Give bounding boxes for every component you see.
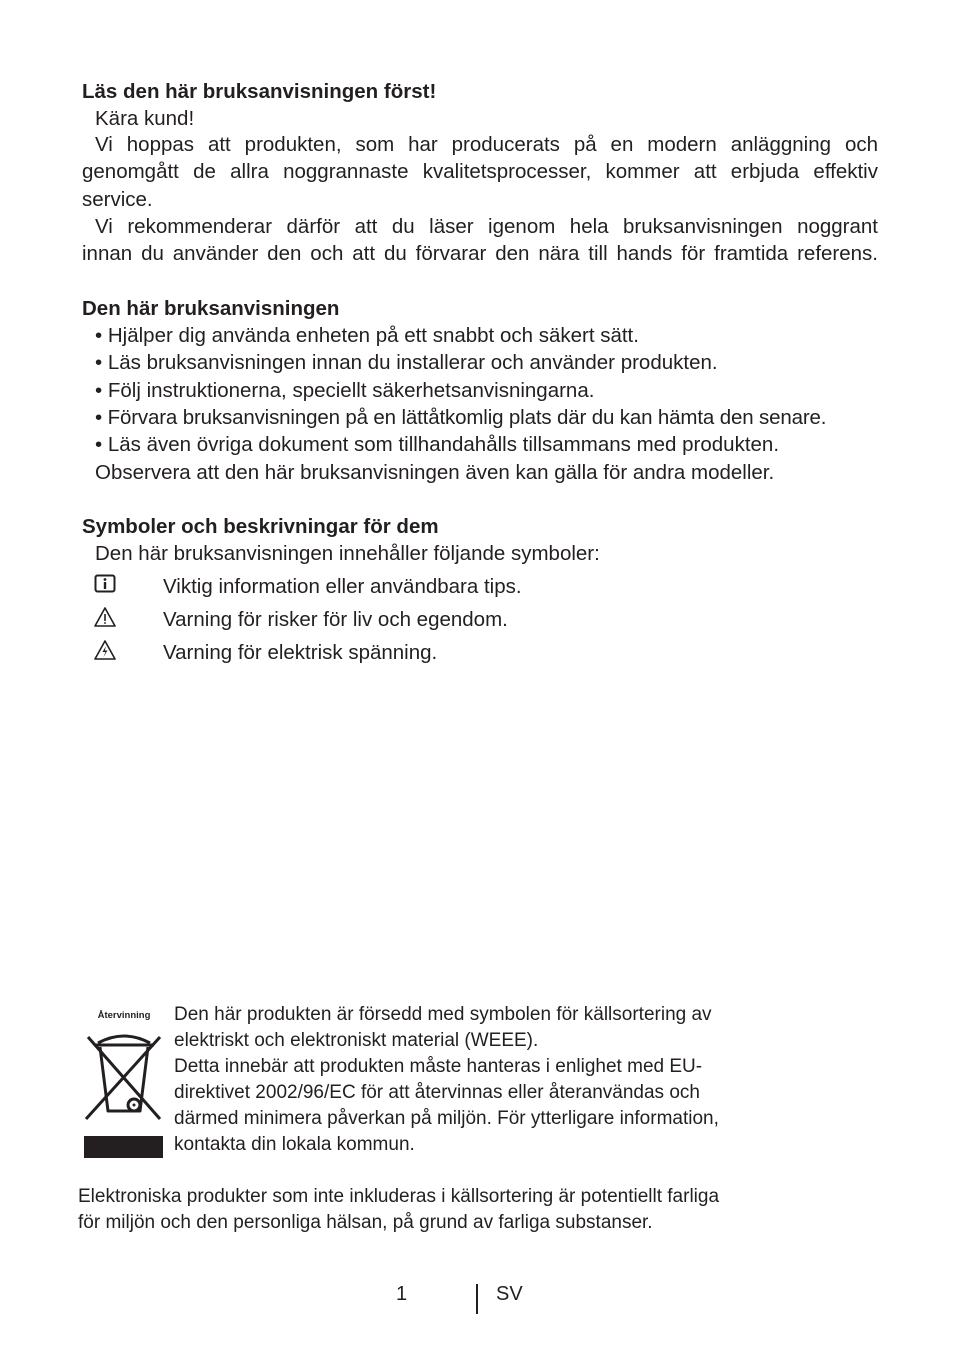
info-icon	[94, 573, 116, 595]
weee-bar	[84, 1136, 163, 1158]
crossed-bin-icon	[84, 1025, 164, 1125]
symbol-info-text: Viktig information eller användbara tips.	[163, 575, 522, 598]
intro-para1-line1: Vi hoppas att produkten, som har producerats på en modern anläggning och	[95, 133, 878, 156]
intro-para1-line2: genomgått de allra noggrannaste kvalitetsprocesser, kommer att erbjuda effektiv	[82, 160, 878, 183]
weee-line: elektriskt och elektroniskt material (WEEE).	[174, 1030, 539, 1051]
weee-line: Detta innebär att produkten måste hanteras i enlighet med EU-	[174, 1056, 703, 1077]
greeting: Kära kund!	[95, 107, 195, 130]
footer-note-line: för miljön och den personliga hälsan, på grund av farliga substanser.	[78, 1212, 653, 1233]
manual-note: Observera att den här bruksanvisningen även kan gälla för andra modeller.	[95, 461, 775, 484]
weee-line: därmed minimera påverkan på miljön. För ytterligare information,	[174, 1108, 719, 1129]
manual-heading: Den här bruksanvisningen	[82, 297, 340, 320]
weee-logo	[84, 1005, 164, 1160]
list-item: • Läs bruksanvisningen innan du installerar och använder produkten.	[95, 351, 718, 374]
weee-logo-label: Återvinning	[97, 1010, 151, 1021]
weee-line: direktivet 2002/96/EC för att återvinnas eller återanvändas och	[174, 1082, 700, 1103]
symbol-warning-text: Varning för risker för liv och egendom.	[163, 608, 508, 631]
symbols-intro: Den här bruksanvisningen innehåller följande symboler:	[95, 542, 600, 565]
intro-para2-line1: Vi rekommenderar därför att du läser igenom hela bruksanvisningen noggrant	[95, 215, 878, 238]
page-number: 1	[396, 1283, 408, 1305]
weee-line: Den här produkten är försedd med symbolen för källsortering av	[174, 1004, 712, 1025]
weee-line: kontakta din lokala kommun.	[174, 1134, 415, 1155]
list-item: • Förvara bruksanvisningen på en lättåtkomlig plats där du kan hämta den senare.	[95, 406, 827, 429]
symbol-electric-text: Varning för elektrisk spänning.	[163, 641, 438, 664]
list-item: • Följ instruktionerna, speciellt säkerhetsanvisningarna.	[95, 379, 595, 402]
symbols-heading: Symboler och beskrivningar för dem	[82, 515, 439, 538]
list-item: • Hjälper dig använda enheten på ett snabbt och säkert sätt.	[95, 324, 639, 347]
electric-warning-icon	[94, 639, 116, 661]
footer-note-line: Elektroniska produkter som inte inkluderas i källsortering är potentiellt farliga	[78, 1186, 720, 1207]
language-code: SV	[496, 1283, 523, 1305]
intro-heading: Läs den här bruksanvisningen först!	[82, 80, 437, 103]
list-item: • Läs även övriga dokument som tillhandahålls tillsammans med produkten.	[95, 433, 780, 456]
intro-para2-line2: innan du använder den och att du förvarar den nära till hands för framtida referens.	[82, 242, 878, 265]
footer-divider	[476, 1284, 478, 1314]
intro-para1-line3: service.	[82, 188, 153, 211]
warning-triangle-icon	[94, 606, 116, 628]
